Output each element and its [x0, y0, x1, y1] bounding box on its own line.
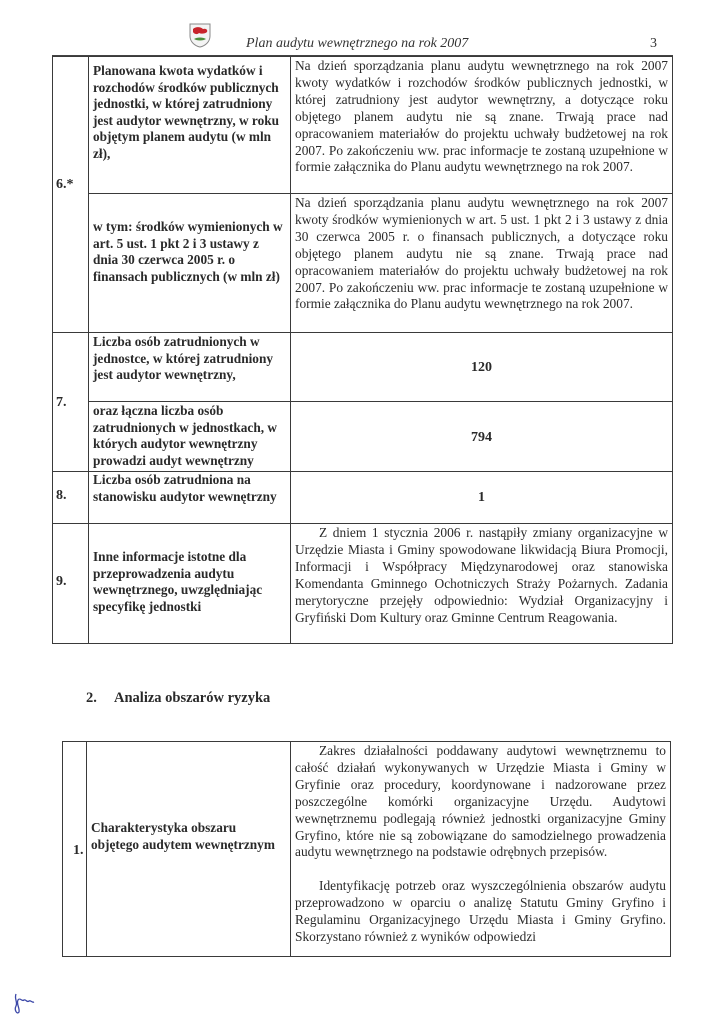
total-employee-count-value: 794 — [471, 430, 492, 445]
value-cell — [290, 56, 673, 194]
employee-count-value: 120 — [471, 360, 492, 375]
value-cell — [290, 741, 671, 957]
value-cell — [290, 332, 673, 402]
row-value-text: Na dzień sporządzania planu audytu wewnętrznego na rok 2007 kwoty środków wymienionych w art. 5 ust. 1 pkt 2 i 3 ustawy z dnia 30 czerwca 2005 r. o finansach publicznych, a dotyczące roku objętego planem audytu nie są znane. Trwają prace nad opracowaniem materiałów do projektu uchwały budżetowej na rok 2007. Po zakończeniu ww. prac informacje te zostaną uzupełnione w formie załącznika do Planu audytu wewnętrznego na rok 2007. — [295, 195, 668, 312]
value-cell — [290, 401, 673, 472]
row-number-cell — [52, 523, 89, 644]
auditor-count-value: 1 — [478, 490, 485, 505]
row-label: Planowana kwota wydatków i rozchodów środków publicznych jednostki, w której zatrudniony jest audytor wewnętrzny, w roku objętym planem audytu (w mln zł), — [93, 63, 280, 161]
row-number: 1. — [73, 843, 84, 858]
value-cell — [290, 193, 673, 333]
row-number-cell — [52, 332, 89, 472]
row-label: Liczba osób zatrudnionych w jednostce, w której zatrudniony jest audytor wewnętrzny, — [93, 334, 273, 383]
row-number: 8. — [56, 488, 67, 503]
row-number-cell — [52, 471, 89, 524]
value-cell — [290, 523, 673, 644]
section-heading — [86, 690, 270, 707]
section-title: Analiza obszarów ryzyka — [114, 690, 271, 706]
row-label: Charakterystyka obszaru objętego audytem wewnętrznym — [91, 820, 275, 852]
row-number-cell — [62, 741, 87, 957]
signature-icon — [10, 990, 40, 1020]
row-value-text: Z dniem 1 stycznia 2006 r. nastąpiły zmiany organizacyjne w Urzędzie Miasta i Gminy spowodowane likwidacją Biura Promocji, Informacji i Współpracy Międzynarodowej oraz stanowiska Komendanta Gminnego Ochotniczych Straży Pożarnych. Zadania merytoryczne przejęły odpowiednio: Wydział Organizacyjny i Gryfiński Dom Kultury oraz Gminne Centrum Reagowania. — [295, 525, 668, 625]
label-cell — [88, 401, 291, 472]
label-cell — [88, 523, 291, 644]
label-cell — [86, 741, 291, 957]
row-number: 6.* — [56, 177, 74, 192]
value-cell — [290, 471, 673, 524]
document-title: Plan audytu wewnętrznego na rok 2007 — [246, 36, 469, 51]
section-number: 2. — [86, 690, 97, 706]
row-label: oraz łączna liczba osób zatrudnionych w jednostkach, w których audytor wewnętrzny prowadzi audyt wewnętrzny — [93, 403, 277, 468]
row-label: w tym: środków wymienionych w art. 5 ust. 1 pkt 2 i 3 ustawy z dnia 30 czerwca 2005 r. o finansach publicznych (w mln zł) — [93, 219, 283, 284]
page-number: 3 — [650, 36, 657, 51]
label-cell — [88, 332, 291, 402]
coat-of-arms-icon — [187, 22, 213, 48]
paragraph: Zakres działalności poddawany audytowi wewnętrznemu to całość działań wykonywanych w Urzędzie Miasta i Gminy w Gryfinie oraz procedury, koordynowane i nadzorowane przez poszczególne komórki organizacyjne Urzędu. Audytowi wewnętrznemu podlegają również jednostki organizacyjne Gminy Gryfino, które nie są zobowiązane do samodzielnego prowadzenia audytu wewnętrznego na podstawie odrębnych przepisów. — [295, 743, 666, 860]
row-number: 7. — [56, 395, 67, 410]
row-label: Liczba osób zatrudniona na stanowisku audytor wewnętrzny — [93, 472, 277, 504]
row-number: 9. — [56, 574, 67, 589]
label-cell — [88, 56, 291, 194]
row-value-text: Na dzień sporządzania planu audytu wewnętrznego na rok 2007 kwoty wydatków i rozchodów środków publicznych jednostki, w której zatrudniony jest audytor wewnętrzny, a dotyczące roku objętego planem audytu nie są znane. Trwają prace nad opracowaniem materiałów do projektu uchwały budżetowej na rok 2007. Po zakończeniu ww. prac informacje te zostaną uzupełnione w formie załącznika do Planu audytu wewnętrznego na rok 2007. — [295, 58, 668, 175]
row-label: Inne informacje istotne dla przeprowadzenia audytu wewnętrznego, uwzględniając specyfikę jednostki — [93, 549, 263, 614]
label-cell — [88, 471, 291, 524]
paragraph: Identyfikację potrzeb oraz wyszczególnienia obszarów audytu przeprowadzono w oparciu o analizę Statutu Gminy Gryfino i Regulaminu Organizacyjnego Urzędu Miasta i Gminy Gryfino. Skorzystano również z wyników odpowiedzi — [295, 878, 666, 944]
page-header — [0, 0, 724, 58]
row-number-cell — [52, 56, 89, 333]
label-cell — [88, 193, 291, 333]
